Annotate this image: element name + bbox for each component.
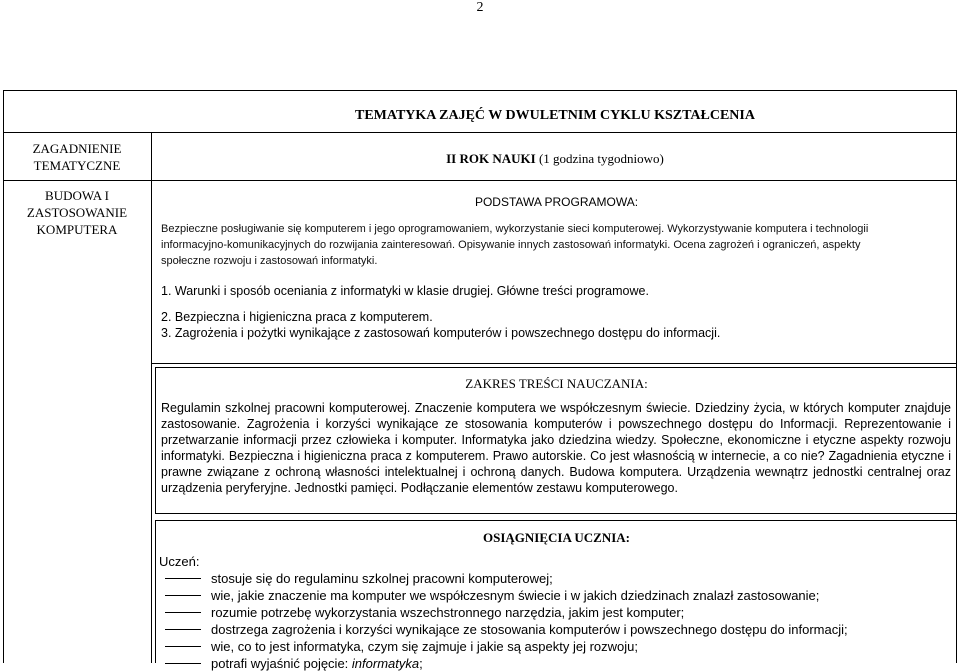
topics-list	[161, 283, 953, 341]
dash-bullet	[165, 646, 201, 647]
table-top-border	[3, 90, 957, 91]
outcomes-section	[159, 553, 953, 672]
left-header-line: TEMATYCZNE	[33, 158, 121, 173]
outcome-text: wie, jakie znaczenie ma komputer we współczesnym świecie i w jakich dziedzinach znalazł zastosowanie;	[211, 588, 820, 603]
dash-bullet	[165, 578, 201, 579]
page-title: TEMATYKA ZAJĘĆ W DWULETNIM CYKLU KSZTAŁCENIA	[355, 108, 755, 123]
content-box-left	[155, 367, 156, 513]
year-row-divider	[3, 180, 957, 181]
outcome-item	[159, 621, 953, 638]
student-label: Uczeń:	[159, 554, 200, 569]
topic-item: 2. Bezpieczna i higieniczna praca z komputerem.	[161, 310, 433, 324]
left-section-line: ZASTOSOWANIE	[26, 205, 128, 220]
content-box-top	[155, 367, 956, 368]
outcomes-heading: OSIĄGNIĘCIA UCZNIA:	[483, 530, 630, 545]
outcomes-box-top	[155, 520, 956, 521]
year-heading-bold: II ROK NAUKI	[446, 151, 536, 166]
curriculum-text	[161, 221, 953, 269]
year-heading	[155, 151, 955, 167]
left-section-line: KOMPUTERA	[36, 222, 118, 237]
dash-bullet	[165, 629, 201, 630]
left-header	[4, 140, 150, 174]
outcome-text: rozumie potrzebę wykorzystania wszechstronnego narzędzia, jakim jest komputer;	[211, 605, 685, 620]
left-section-label	[4, 187, 150, 238]
column-divider	[151, 132, 152, 663]
curriculum-line: informacyjno-komunikacyjnych do rozwijania zainteresowań. Opisywanie innych zastosowań informatyki. Ocena zagrożeń i ograniczeń, aspekty	[161, 239, 861, 251]
content-box-bottom	[155, 513, 956, 514]
outcome-text: wie, co to jest informatyka, czym się zajmuje i jakie są aspekty jej rozwoju;	[211, 639, 638, 654]
year-heading-rest: (1 godzina tygodniowo)	[535, 151, 664, 166]
outcome-item	[159, 655, 953, 672]
left-header-line: ZAGADNIENIE	[32, 141, 122, 156]
dash-bullet	[165, 612, 201, 613]
header-row-divider	[3, 132, 957, 133]
topics-box-bottom	[151, 363, 956, 364]
outcome-text: stosuje się do regulaminu szkolnej pracowni komputerowej;	[211, 571, 553, 586]
outcome-item	[159, 604, 953, 621]
content-text: Regulamin szkolnej pracowni komputerowej. Znaczenie komputera we współczesnym świecie. Dziedziny życia, w których komputer znajduje zastosowanie. Zagrożenia i korzyści wynikające ze stosowania komputerów i powszechnego dostępu do Informacji. Reprezentowanie i przetwarzanie informacji przez człowieka i komputer. Informatyka jako dziedzina wiedzy. Społeczne, ekonomiczne i etyczne aspekty rozwoju informatyki. Bezpieczna i higieniczna praca z komputerem. Prawo autorskie. Co jest własnością w internecie, a co nie? Zagadnienia etyczne i prawne związane z ochroną własności intelektualnej i ochroną danych. Budowa komputera. Urządzenia wewnątrz jednostki centralnej oraz urządzenia peryferyjne. Jednostki pamięci. Podłączanie elementów zestawu komputerowego.	[161, 401, 951, 495]
left-section-line: BUDOWA I	[45, 188, 109, 203]
outcome-item	[159, 570, 953, 587]
curriculum-line: społeczne rozwoju i zastosowań informatyki.	[161, 255, 378, 267]
outcomes-box-left	[155, 520, 156, 663]
outcome-text: dostrzega zagrożenia i korzyści wynikające ze stosowania komputerów i powszechnego dostępu do informacji;	[211, 622, 848, 637]
topic-item: 3. Zagrożenia i pożytki wynikające z zastosowań komputerów i powszechnego dostępu do informacji.	[161, 326, 721, 340]
outcome-text-suffix: ;	[419, 656, 423, 671]
outcome-text-prefix: potrafi wyjaśnić pojęcie:	[211, 656, 352, 671]
table-left-border	[3, 90, 4, 663]
topic-item: 1. Warunki i sposób oceniania z informatyki w klasie drugiej. Główne treści programowe.	[161, 284, 649, 298]
outcome-item	[159, 638, 953, 655]
curriculum-heading: PODSTAWA PROGRAMOWA:	[474, 195, 639, 209]
page-number: 2	[476, 0, 484, 15]
dash-bullet	[165, 595, 201, 596]
content-heading: ZAKRES TREŚCI NAUCZANIA:	[465, 376, 648, 391]
outcome-item	[159, 587, 953, 604]
curriculum-line: Bezpieczne posługiwanie się komputerem i jego oprogramowaniem, wykorzystanie sieci komputerowej. Wykorzystywanie komputera i technologii	[161, 223, 869, 235]
table-right-border	[956, 90, 957, 663]
outcome-term: informatyka	[351, 656, 420, 671]
dash-bullet	[165, 663, 201, 664]
